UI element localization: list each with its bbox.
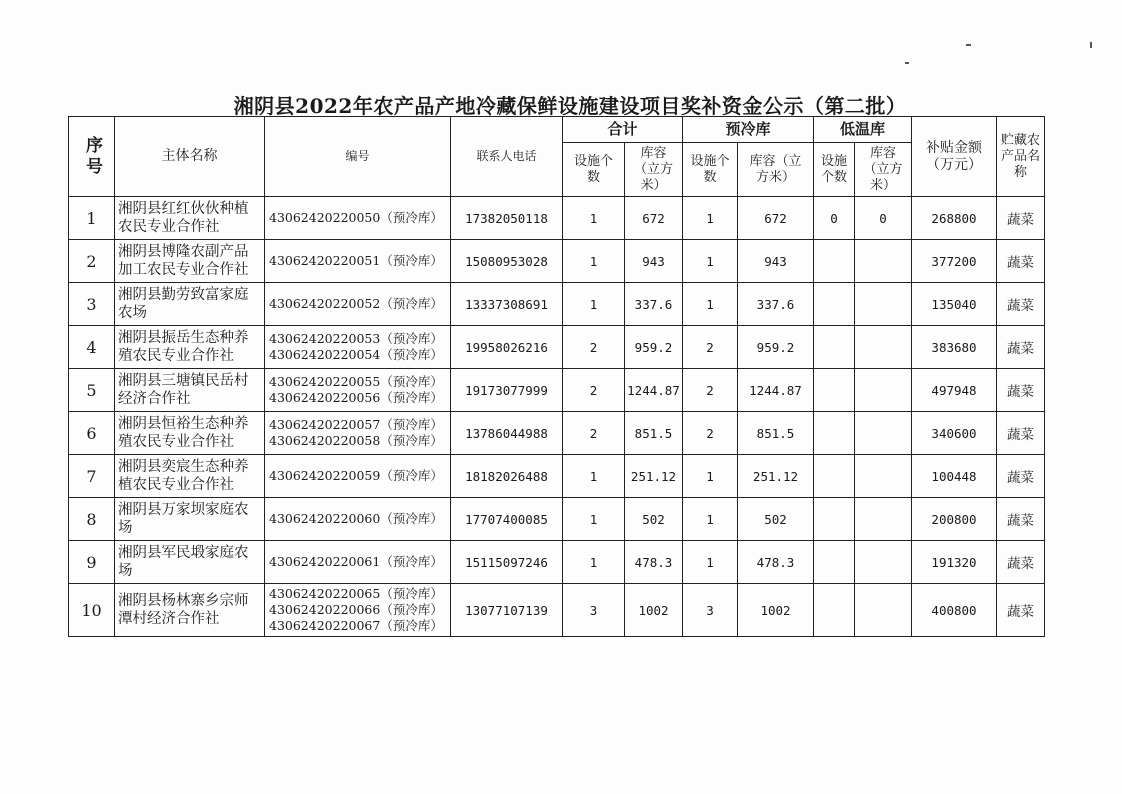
row-total-count: 1 [563,455,625,498]
table-row [69,369,1045,412]
row-low-count [814,283,855,326]
row-codes [265,369,451,412]
row-code: 43062420220052（预冷库） [269,296,443,311]
row-crop: 蔬菜 [997,584,1045,637]
row-codes [265,455,451,498]
row-phone: 17382050118 [451,197,563,240]
row-pre-capacity: 478.3 [738,541,814,584]
row-subsidy: 400800 [912,584,997,637]
table-body [69,197,1045,637]
row-pre-capacity: 1002 [738,584,814,637]
row-pre-capacity: 851.5 [738,412,814,455]
header-low-group: 低温库 [814,117,912,143]
row-crop: 蔬菜 [997,498,1045,541]
row-code: 43062420220067（预冷库） [269,618,443,633]
row-crop: 蔬菜 [997,283,1045,326]
row-subsidy: 383680 [912,326,997,369]
table-row [69,197,1045,240]
row-subsidy: 200800 [912,498,997,541]
header-code: 编号 [265,117,451,197]
row-code: 43062420220061（预冷库） [269,554,443,569]
row-crop: 蔬菜 [997,326,1045,369]
header-total-group: 合计 [563,117,683,143]
row-crop: 蔬菜 [997,541,1045,584]
row-pre-capacity: 943 [738,240,814,283]
row-code: 43062420220065（预冷库） [269,586,443,601]
row-phone: 17707400085 [451,498,563,541]
row-phone: 13077107139 [451,584,563,637]
row-entity: 湘阴县奕宸生态种养植农民专业合作社 [115,455,265,498]
row-subsidy: 100448 [912,455,997,498]
row-phone: 15115097246 [451,541,563,584]
row-entity: 湘阴县红红伙伙种植农民专业合作社 [115,197,265,240]
row-low-count [814,369,855,412]
row-total-capacity: 337.6 [625,283,683,326]
row-low-capacity [855,412,912,455]
row-low-count: 0 [814,197,855,240]
row-pre-count: 1 [683,240,738,283]
row-total-count: 1 [563,283,625,326]
header-low-count: 设施个数 [814,143,855,197]
row-codes [265,498,451,541]
row-total-capacity: 251.12 [625,455,683,498]
row-index: 9 [69,541,115,584]
table-row [69,584,1045,637]
row-code: 43062420220060（预冷库） [269,511,443,526]
row-codes [265,584,451,637]
header-entity: 主体名称 [115,117,265,197]
row-index: 2 [69,240,115,283]
row-code: 43062420220056（预冷库） [269,390,443,405]
row-code: 43062420220058（预冷库） [269,433,443,448]
header-phone: 联系人电话 [451,117,563,197]
row-low-count [814,455,855,498]
header-low-capacity: 库容（立方米） [855,143,912,197]
row-index: 6 [69,412,115,455]
row-total-capacity: 1002 [625,584,683,637]
row-low-count [814,541,855,584]
subsidy-table [68,116,1045,637]
header-total-capacity: 库容（立方米） [625,143,683,197]
row-code: 43062420220050（预冷库） [269,210,443,225]
header-subsidy: 补贴金额（万元） [912,117,997,197]
table-row [69,455,1045,498]
row-code: 43062420220054（预冷库） [269,347,443,362]
row-code: 43062420220059（预冷库） [269,468,443,483]
row-pre-count: 1 [683,498,738,541]
row-index: 8 [69,498,115,541]
row-low-capacity [855,326,912,369]
row-pre-count: 3 [683,584,738,637]
table-row [69,240,1045,283]
row-low-capacity [855,455,912,498]
row-pre-capacity: 959.2 [738,326,814,369]
table-row [69,283,1045,326]
row-pre-count: 2 [683,326,738,369]
row-total-count: 1 [563,541,625,584]
row-entity: 湘阴县万家坝家庭农场 [115,498,265,541]
row-crop: 蔬菜 [997,369,1045,412]
row-total-count: 2 [563,412,625,455]
row-total-capacity: 851.5 [625,412,683,455]
row-pre-capacity: 1244.87 [738,369,814,412]
row-index: 5 [69,369,115,412]
row-total-count: 1 [563,197,625,240]
row-total-capacity: 959.2 [625,326,683,369]
row-low-count [814,240,855,283]
row-code: 43062420220066（预冷库） [269,602,443,617]
header-pre-capacity: 库容（立方米） [738,143,814,197]
row-total-count: 1 [563,498,625,541]
scan-mark [966,44,971,46]
row-phone: 19958026216 [451,326,563,369]
row-low-capacity [855,283,912,326]
row-subsidy: 268800 [912,197,997,240]
row-codes [265,240,451,283]
row-entity: 湘阴县杨林寨乡宗师潭村经济合作社 [115,584,265,637]
row-subsidy: 377200 [912,240,997,283]
row-codes [265,197,451,240]
row-phone: 13786044988 [451,412,563,455]
table-row [69,541,1045,584]
row-codes [265,541,451,584]
row-pre-count: 2 [683,412,738,455]
row-entity: 湘阴县勤劳致富家庭农场 [115,283,265,326]
row-total-count: 3 [563,584,625,637]
row-code: 43062420220055（预冷库） [269,374,443,389]
row-entity: 湘阴县恒裕生态种养殖农民专业合作社 [115,412,265,455]
row-crop: 蔬菜 [997,412,1045,455]
row-index: 1 [69,197,115,240]
row-crop: 蔬菜 [997,240,1045,283]
row-total-capacity: 943 [625,240,683,283]
header-crop: 贮藏农产品名称 [997,117,1045,197]
row-low-capacity: 0 [855,197,912,240]
row-pre-count: 1 [683,541,738,584]
row-low-capacity [855,498,912,541]
row-crop: 蔬菜 [997,455,1045,498]
row-low-capacity [855,541,912,584]
table-row [69,412,1045,455]
row-pre-count: 1 [683,283,738,326]
row-phone: 18182026488 [451,455,563,498]
row-index: 7 [69,455,115,498]
row-index: 10 [69,584,115,637]
row-code: 43062420220051（预冷库） [269,253,443,268]
page-title: 湘阴县2022年农产品产地冷藏保鲜设施建设项目奖补资金公示（第二批） [233,94,907,118]
row-low-capacity [855,240,912,283]
row-index: 3 [69,283,115,326]
table-row [69,498,1045,541]
row-entity: 湘阴县振岳生态种养殖农民专业合作社 [115,326,265,369]
row-low-capacity [855,369,912,412]
header-pre-group: 预冷库 [683,117,814,143]
row-codes [265,412,451,455]
row-pre-count: 1 [683,197,738,240]
row-pre-capacity: 502 [738,498,814,541]
row-low-count [814,584,855,637]
row-total-count: 1 [563,240,625,283]
row-subsidy: 497948 [912,369,997,412]
row-total-capacity: 672 [625,197,683,240]
row-low-count [814,412,855,455]
row-codes [265,283,451,326]
header-total-count: 设施个数 [563,143,625,197]
row-low-capacity [855,584,912,637]
row-entity: 湘阴县博隆农副产品加工农民专业合作社 [115,240,265,283]
row-low-count [814,326,855,369]
row-code: 43062420220057（预冷库） [269,417,443,432]
row-crop: 蔬菜 [997,197,1045,240]
header-index: 序号 [69,117,115,197]
row-pre-count: 2 [683,369,738,412]
row-total-count: 2 [563,369,625,412]
scan-mark [1090,42,1092,48]
row-pre-capacity: 251.12 [738,455,814,498]
row-subsidy: 135040 [912,283,997,326]
row-total-capacity: 502 [625,498,683,541]
row-subsidy: 340600 [912,412,997,455]
row-index: 4 [69,326,115,369]
row-pre-capacity: 337.6 [738,283,814,326]
row-entity: 湘阴县军民塅家庭农场 [115,541,265,584]
row-pre-capacity: 672 [738,197,814,240]
row-total-count: 2 [563,326,625,369]
row-subsidy: 191320 [912,541,997,584]
row-total-capacity: 1244.87 [625,369,683,412]
header-pre-count: 设施个数 [683,143,738,197]
row-codes [265,326,451,369]
row-low-count [814,498,855,541]
table-row [69,326,1045,369]
row-pre-count: 1 [683,455,738,498]
scan-mark [905,62,909,64]
row-code: 43062420220053（预冷库） [269,331,443,346]
row-phone: 15080953028 [451,240,563,283]
row-phone: 19173077999 [451,369,563,412]
row-total-capacity: 478.3 [625,541,683,584]
row-entity: 湘阴县三塘镇民岳村经济合作社 [115,369,265,412]
row-phone: 13337308691 [451,283,563,326]
